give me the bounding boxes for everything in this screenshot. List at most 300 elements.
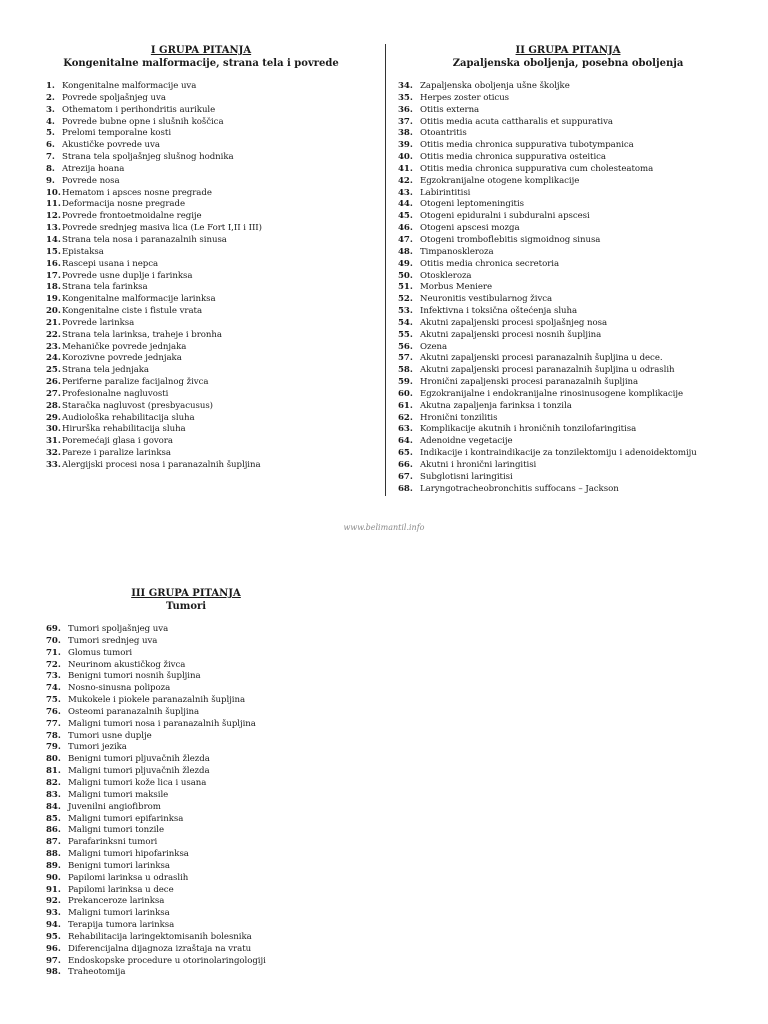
- group-3-title: III GRUPA PITANJA: [131, 588, 241, 599]
- question-text: Nosno-sinusna polipoza: [68, 683, 171, 694]
- question-number: 60.: [398, 388, 413, 399]
- group-3-section: [46, 588, 356, 979]
- list-item: [398, 117, 738, 129]
- question-text: Neurinom akustičkog živca: [68, 659, 186, 670]
- question-text: Hirurška rehabilitacija sluha: [62, 424, 186, 435]
- question-number: 50.: [398, 270, 413, 281]
- question-number: 13.: [46, 223, 61, 234]
- list-item: [46, 176, 356, 188]
- question-text: Maligni tumori pljuvačnih žlezda: [68, 766, 210, 777]
- question-text: Kongenitalne ciste i fistule vrata: [62, 306, 203, 317]
- question-text: Herpes zoster oticus: [420, 92, 510, 103]
- question-text: Otoskleroza: [420, 270, 472, 281]
- group-2-section: [398, 45, 738, 496]
- question-text: Benigni tumori larinksa: [68, 860, 170, 871]
- question-text: Akutni zapaljenski procesi paranazalnih šupljina u odraslih: [420, 365, 675, 376]
- question-number: 2.: [46, 92, 55, 103]
- question-number: 7.: [46, 152, 55, 163]
- question-text: Ozena: [420, 341, 448, 352]
- list-item: [398, 377, 738, 389]
- question-text: Pareze i paralize larinksa: [62, 448, 171, 459]
- question-text: Papilomi larinksa u dece: [68, 884, 174, 895]
- watermark-link[interactable]: www.belimantil.info: [343, 523, 425, 532]
- question-number: 97.: [46, 955, 61, 966]
- question-text: Otitis media acuta cattharalis et suppurativa: [420, 116, 613, 127]
- question-number: 53.: [398, 306, 413, 317]
- list-item: [46, 152, 356, 164]
- list-item: [46, 164, 356, 176]
- list-item: [398, 424, 738, 436]
- question-number: 28.: [46, 400, 61, 411]
- list-item: [398, 271, 738, 283]
- question-number: 42.: [398, 175, 413, 186]
- question-number: 6.: [46, 140, 55, 151]
- question-text: Otogeni leptomeningitis: [420, 199, 525, 210]
- question-number: 37.: [398, 116, 413, 127]
- list-item: [46, 223, 356, 235]
- list-item: [46, 896, 356, 908]
- list-item: [46, 849, 356, 861]
- column-divider: [385, 44, 386, 496]
- question-number: 20.: [46, 306, 61, 317]
- question-number: 19.: [46, 294, 61, 305]
- list-item: [398, 330, 738, 342]
- list-item: [46, 802, 356, 814]
- list-item: [46, 683, 356, 695]
- list-item: [46, 235, 356, 247]
- list-item: [46, 128, 356, 140]
- question-number: 82.: [46, 777, 61, 788]
- list-item: [46, 660, 356, 672]
- question-text: Epistaksa: [62, 246, 104, 257]
- list-item: [46, 199, 356, 211]
- list-item: [398, 164, 738, 176]
- question-text: Endoskopske procedure u otorinolaringologiji: [68, 955, 266, 966]
- question-text: Osteomi paranazalnih šupljina: [68, 706, 200, 717]
- question-text: Maligni tumori kože lica i usana: [68, 777, 207, 788]
- question-number: 71.: [46, 647, 61, 658]
- question-text: Terapija tumora larinksa: [68, 920, 175, 931]
- question-number: 73.: [46, 671, 61, 682]
- list-item: [398, 365, 738, 377]
- question-text: Maligni tumori nosa i paranazalnih šupljina: [68, 718, 256, 729]
- list-item: [398, 448, 738, 460]
- question-number: 83.: [46, 789, 61, 800]
- list-item: [46, 377, 356, 389]
- question-text: Rehabilitacija laringektomisanih bolesnika: [68, 931, 252, 942]
- question-number: 95.: [46, 931, 61, 942]
- question-number: 56.: [398, 341, 413, 352]
- question-number: 34.: [398, 81, 413, 91]
- question-text: Hronični tonzilitis: [420, 412, 498, 423]
- question-number: 32.: [46, 448, 61, 459]
- question-text: Otitis externa: [420, 104, 480, 115]
- list-item: [46, 908, 356, 920]
- question-text: Maligni tumori larinksa: [68, 908, 170, 919]
- list-item: [46, 873, 356, 885]
- question-text: Rascepi usana i nepca: [62, 258, 159, 269]
- list-item: [398, 401, 738, 413]
- list-item: [46, 365, 356, 377]
- question-number: 89.: [46, 860, 61, 871]
- question-number: 74.: [46, 683, 61, 694]
- question-text: Maligni tumori maksile: [68, 789, 169, 800]
- list-item: [398, 128, 738, 140]
- question-number: 52.: [398, 294, 413, 305]
- list-item: [398, 353, 738, 365]
- list-item: [46, 932, 356, 944]
- question-number: 66.: [398, 460, 413, 470]
- question-number: 98.: [46, 967, 61, 978]
- list-item: [46, 93, 356, 105]
- question-text: Prekanceroze larinksa: [68, 896, 165, 907]
- list-item: [398, 247, 738, 259]
- question-number: 67.: [398, 471, 413, 482]
- question-number: 8.: [46, 163, 55, 174]
- question-text: Maligni tumori epifarinksa: [68, 813, 184, 824]
- list-item: [398, 436, 738, 448]
- question-number: 10.: [46, 187, 61, 198]
- question-number: 70.: [46, 635, 61, 646]
- list-item: [46, 413, 356, 425]
- question-text: Laryngotracheobronchitis suffocans – Jackson: [420, 483, 619, 494]
- question-text: Timpanoskleroza: [420, 246, 494, 257]
- question-text: Benigni tumori nosnih šupljina: [68, 671, 201, 682]
- list-item: [398, 81, 738, 93]
- question-text: Othematom i perihondritis aurikule: [62, 104, 216, 115]
- question-text: Strana tela nosa i paranazalnih sinusa: [62, 234, 227, 245]
- question-text: Infektivna i toksična oštećenja sluha: [420, 306, 578, 317]
- question-text: Maligni tumori hipofarinksa: [68, 849, 189, 860]
- question-number: 63.: [398, 424, 413, 435]
- list-item: [398, 294, 738, 306]
- question-text: Periferne paralize facijalnog živca: [62, 377, 209, 388]
- question-number: 40.: [398, 152, 413, 163]
- list-item: [46, 389, 356, 401]
- question-text: Otoantritis: [420, 128, 467, 139]
- group-2-subtitle: Zapaljenska oboljenja, posebna oboljenja: [452, 58, 684, 69]
- question-text: Tumori jezika: [68, 742, 127, 753]
- list-item: [46, 742, 356, 754]
- question-number: 16.: [46, 258, 61, 269]
- question-text: Diferencijalna dijagnoza izraštaja na vratu: [68, 943, 252, 954]
- question-text: Povrede frontoetmoidalne regije: [62, 211, 202, 222]
- question-number: 84.: [46, 801, 61, 812]
- question-text: Akutni i hronični laringitisi: [420, 460, 537, 470]
- question-number: 29.: [46, 412, 61, 423]
- list-item: [46, 436, 356, 448]
- question-text: Otogeni epiduralni i subduralni apscesi: [420, 211, 590, 222]
- group-3-subtitle: Tumori: [165, 601, 207, 612]
- list-item: [46, 624, 356, 636]
- list-item: [46, 460, 356, 472]
- list-item: [46, 861, 356, 873]
- question-text: Mehaničke povrede jednjaka: [62, 341, 187, 352]
- list-item: [398, 460, 738, 472]
- list-item: [398, 389, 738, 401]
- question-text: Otogeni apscesi mozga: [420, 223, 520, 234]
- question-text: Staračka nagluvost (presbyacusus): [62, 400, 213, 411]
- question-number: 46.: [398, 223, 413, 234]
- question-text: Otitis media chronica suppurativa cum cholesteatoma: [420, 163, 654, 174]
- question-number: 26.: [46, 377, 61, 388]
- list-item: [398, 259, 738, 271]
- group-2-title: II GRUPA PITANJA: [515, 45, 621, 56]
- question-number: 80.: [46, 754, 61, 765]
- list-item: [46, 330, 356, 342]
- question-text: Deformacija nosne pregrade: [62, 199, 185, 210]
- question-text: Povrede nosa: [62, 175, 120, 186]
- question-text: Alergijski procesi nosa i paranazalnih šupljina: [62, 460, 261, 470]
- question-number: 76.: [46, 706, 61, 717]
- question-number: 14.: [46, 234, 61, 245]
- list-item: [46, 671, 356, 683]
- list-item: [398, 223, 738, 235]
- question-number: 62.: [398, 412, 413, 423]
- question-text: Poremećaji glasa i govora: [62, 436, 173, 447]
- question-number: 54.: [398, 317, 413, 328]
- list-item: [398, 211, 738, 223]
- list-item: [46, 766, 356, 778]
- question-text: Kongenitalne malformacije uva: [62, 81, 197, 91]
- list-item: [398, 342, 738, 354]
- list-item: [46, 814, 356, 826]
- question-text: Povrede usne duplje i farinksa: [62, 270, 193, 281]
- question-text: Indikacije i kontraindikacije za tonzilektomiju i adenoidektomiju: [420, 448, 697, 459]
- question-text: Hematom i apsces nosne pregrade: [62, 187, 212, 198]
- list-item: [398, 188, 738, 200]
- question-number: 96.: [46, 943, 61, 954]
- question-number: 79.: [46, 742, 61, 753]
- question-text: Zapaljenska oboljenja ušne školjke: [420, 81, 570, 91]
- question-number: 65.: [398, 448, 413, 459]
- question-number: 17.: [46, 270, 61, 281]
- question-number: 81.: [46, 766, 61, 777]
- question-number: 22.: [46, 329, 61, 340]
- question-number: 51.: [398, 282, 413, 293]
- list-item: [46, 920, 356, 932]
- question-text: Subglotisni laringitisi: [420, 471, 513, 482]
- question-text: Povrede spoljašnjeg uva: [62, 92, 166, 103]
- question-number: 45.: [398, 211, 413, 222]
- group-3-question-list: [46, 624, 356, 979]
- list-item: [398, 318, 738, 330]
- question-number: 59.: [398, 377, 413, 388]
- list-item: [46, 448, 356, 460]
- list-item: [46, 967, 356, 979]
- list-item: [46, 247, 356, 259]
- question-number: 93.: [46, 908, 61, 919]
- list-item: [46, 259, 356, 271]
- list-item: [46, 188, 356, 200]
- question-text: Prelomi temporalne kosti: [62, 128, 172, 139]
- question-text: Tumori usne duplje: [68, 730, 152, 741]
- list-item: [46, 282, 356, 294]
- list-item: [398, 199, 738, 211]
- question-text: Akutna zapaljenja farinksa i tonzila: [420, 400, 572, 411]
- list-item: [398, 306, 738, 318]
- question-text: Audiološka rehabilitacija sluha: [62, 412, 195, 423]
- question-number: 61.: [398, 400, 413, 411]
- question-number: 68.: [398, 483, 413, 494]
- question-number: 30.: [46, 424, 61, 435]
- question-number: 27.: [46, 388, 61, 399]
- question-text: Juvenilni angiofibrom: [68, 801, 161, 812]
- list-item: [46, 778, 356, 790]
- list-item: [46, 318, 356, 330]
- question-number: 91.: [46, 884, 61, 895]
- list-item: [46, 944, 356, 956]
- list-item: [46, 885, 356, 897]
- question-number: 15.: [46, 246, 61, 257]
- question-text: Traheotomija: [68, 967, 126, 978]
- question-number: 21.: [46, 317, 61, 328]
- question-number: 31.: [46, 436, 61, 447]
- question-number: 49.: [398, 258, 413, 269]
- question-text: Egzokranijalne i endokranijalne rinosinusogene komplikacije: [420, 388, 684, 399]
- question-number: 78.: [46, 730, 61, 741]
- question-number: 48.: [398, 246, 413, 257]
- list-item: [46, 648, 356, 660]
- question-number: 12.: [46, 211, 61, 222]
- question-text: Strana tela farinksa: [62, 282, 148, 293]
- question-number: 77.: [46, 718, 61, 729]
- question-number: 58.: [398, 365, 413, 376]
- list-item: [46, 754, 356, 766]
- question-number: 39.: [398, 140, 413, 151]
- question-number: 72.: [46, 659, 61, 670]
- list-item: [46, 140, 356, 152]
- list-item: [46, 837, 356, 849]
- question-number: 69.: [46, 624, 61, 634]
- list-item: [46, 117, 356, 129]
- list-item: [46, 211, 356, 223]
- question-text: Mukokele i piokele paranazalnih šupljina: [68, 695, 246, 706]
- question-number: 4.: [46, 116, 55, 127]
- list-item: [46, 105, 356, 117]
- list-item: [46, 707, 356, 719]
- question-text: Adenoidne vegetacije: [420, 436, 513, 447]
- group-1-question-list: [46, 81, 356, 472]
- list-item: [46, 294, 356, 306]
- question-number: 47.: [398, 234, 413, 245]
- question-number: 88.: [46, 849, 61, 860]
- list-item: [46, 353, 356, 365]
- group-2-question-list: [398, 81, 738, 496]
- list-item: [398, 140, 738, 152]
- question-number: 87.: [46, 837, 61, 848]
- question-number: 9.: [46, 175, 55, 186]
- list-item: [46, 956, 356, 968]
- question-number: 90.: [46, 872, 61, 883]
- question-number: 23.: [46, 341, 61, 352]
- list-item: [46, 719, 356, 731]
- question-text: Otitis media chronica suppurativa osteitica: [420, 152, 606, 163]
- question-text: Tumori spoljašnjeg uva: [68, 624, 169, 634]
- list-item: [398, 105, 738, 117]
- list-item: [46, 306, 356, 318]
- question-number: 25.: [46, 365, 61, 376]
- question-text: Parafarinksni tumori: [68, 837, 158, 848]
- question-text: Komplikacije akutnih i hroničnih tonzilofaringitisa: [420, 424, 637, 435]
- list-item: [46, 271, 356, 283]
- question-text: Otitis media chronica suppurativa tubotympanica: [420, 140, 634, 151]
- list-item: [46, 825, 356, 837]
- question-number: 85.: [46, 813, 61, 824]
- question-text: Labirintitisi: [420, 187, 471, 198]
- list-item: [46, 342, 356, 354]
- question-text: Akustičke povrede uva: [62, 140, 160, 151]
- question-text: Glomus tumori: [68, 647, 133, 658]
- list-item: [398, 235, 738, 247]
- list-item: [46, 401, 356, 413]
- question-number: 43.: [398, 187, 413, 198]
- question-text: Benigni tumori pljuvačnih žlezda: [68, 754, 210, 765]
- list-item: [46, 636, 356, 648]
- question-number: 75.: [46, 695, 61, 706]
- question-text: Strana tela larinksa, traheje i bronha: [62, 329, 222, 340]
- question-text: Kongenitalne malformacije larinksa: [62, 294, 216, 305]
- question-number: 33.: [46, 460, 61, 470]
- list-item: [46, 424, 356, 436]
- question-number: 57.: [398, 353, 413, 364]
- question-number: 3.: [46, 104, 55, 115]
- question-text: Tumori srednjeg uva: [68, 635, 158, 646]
- question-number: 5.: [46, 128, 55, 139]
- list-item: [398, 152, 738, 164]
- question-text: Hronični zapaljenski procesi paranazalnih šupljina: [420, 377, 639, 388]
- group-1-title: I GRUPA PITANJA: [150, 45, 252, 56]
- question-number: 35.: [398, 92, 413, 103]
- list-item: [46, 790, 356, 802]
- question-number: 41.: [398, 163, 413, 174]
- question-text: Akutni zapaljenski procesi spoljašnjeg nosa: [420, 317, 608, 328]
- question-text: Strana tela jednjaka: [62, 365, 150, 376]
- list-item: [398, 282, 738, 294]
- question-text: Atrezija hoana: [62, 163, 125, 174]
- question-text: Papilomi larinksa u odraslih: [68, 872, 189, 883]
- list-item: [46, 695, 356, 707]
- question-text: Egzokranijalne otogene komplikacije: [420, 175, 580, 186]
- question-text: Korozivne povrede jednjaka: [62, 353, 182, 364]
- question-text: Povrede larinksa: [62, 317, 135, 328]
- question-number: 24.: [46, 353, 61, 364]
- question-number: 44.: [398, 199, 413, 210]
- question-number: 92.: [46, 896, 61, 907]
- question-text: Otitis media chronica secretoria: [420, 258, 560, 269]
- question-number: 1.: [46, 81, 55, 91]
- question-number: 94.: [46, 920, 61, 931]
- question-text: Povrede bubne opne i slušnih koščica: [62, 116, 224, 127]
- question-text: Akutni zapaljenski procesi paranazalnih šupljina u dece.: [420, 353, 663, 364]
- question-number: 11.: [46, 199, 61, 210]
- question-text: Otogeni tromboflebitis sigmoidnog sinusa: [420, 234, 601, 245]
- list-item: [398, 93, 738, 105]
- question-number: 86.: [46, 825, 61, 836]
- group-1-subtitle: Kongenitalne malformacije, strana tela i povrede: [63, 58, 339, 69]
- question-text: Povrede srednjeg masiva lica (Le Fort I,II i III): [62, 223, 262, 234]
- question-number: 38.: [398, 128, 413, 139]
- question-text: Profesionalne nagluvosti: [62, 388, 169, 399]
- question-number: 64.: [398, 436, 413, 447]
- question-text: Maligni tumori tonzile: [68, 825, 165, 836]
- question-text: Akutni zapaljenski procesi nosnih šupljina: [420, 329, 602, 340]
- list-item: [398, 176, 738, 188]
- question-number: 55.: [398, 329, 413, 340]
- list-item: [398, 472, 738, 484]
- list-item: [398, 484, 738, 496]
- list-item: [46, 81, 356, 93]
